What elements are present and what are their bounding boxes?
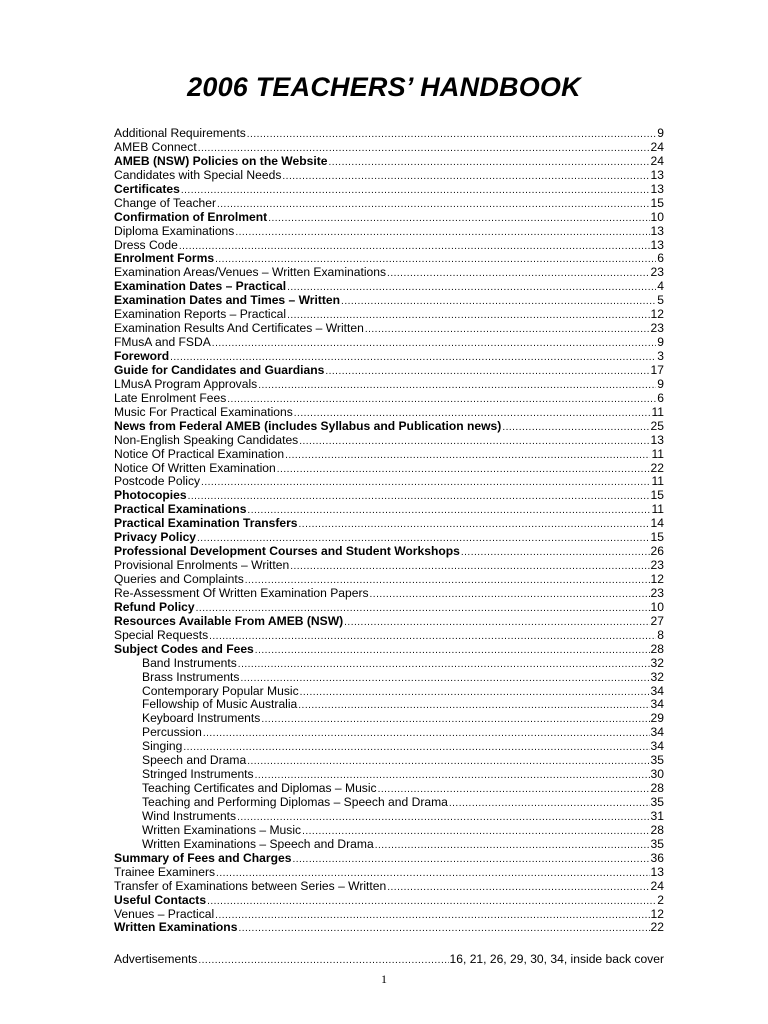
toc-entry-page: 13 [650,238,664,252]
toc-entry-title: Music For Practical Examinations [114,405,293,419]
toc-entry [114,127,664,141]
toc-entry [114,322,664,336]
toc-subentry [114,671,664,685]
toc-entry [114,420,664,434]
toc-entry [114,392,664,406]
toc-entry-title: AMEB (NSW) Policies on the Website [114,154,328,168]
toc-entry-page: 13 [650,182,664,196]
toc-entry [114,489,664,503]
toc-entry-title: Examination Areas/Venues – Written Examinations [114,266,387,280]
dot-leader [387,881,649,894]
dot-leader [196,602,650,615]
toc-entry [114,448,664,462]
dot-leader [215,909,649,922]
toc-entry-title: Certificates [114,182,180,196]
toc-entry [114,197,664,211]
toc-entry-page: 12 [650,573,664,586]
toc-entry [114,462,664,476]
toc-entry-title: Practical Examination Transfers [114,517,298,531]
toc-subentry [114,657,664,671]
toc-entry [114,545,664,559]
toc-entry-page: 24 [650,879,664,893]
dot-leader [198,954,448,967]
toc-subentry [114,796,664,810]
toc-entry [114,406,664,420]
toc-entry-title: Professional Development Courses and Student Workshops [114,545,460,559]
dot-leader [298,699,649,712]
toc-entry-page: 32 [650,670,664,684]
toc-entry [114,239,664,253]
dot-leader [238,658,650,671]
dot-leader [300,686,650,699]
dot-leader [344,616,649,629]
toc-entry-title: Keyboard Instruments [142,712,261,726]
toc-entry-page: 32 [650,656,664,670]
toc-entry-title: Postcode Policy [114,475,201,489]
toc-entry-page: 34 [650,684,664,698]
toc-entry-title: Written Examinations [114,921,238,935]
toc-entry [114,573,664,587]
toc-entry [114,169,664,183]
toc-entry [114,308,664,322]
toc-entry [114,364,664,378]
toc-entry [114,266,664,280]
toc-entry-title: Additional Requirements [114,127,246,140]
toc-entry-page: 28 [650,823,664,837]
toc-entry-title: Summary of Fees and Charges [114,851,292,865]
toc-entry-title: Privacy Policy [114,531,197,545]
toc-subentry [114,782,664,796]
dot-leader [216,867,650,880]
toc-entry-page: 31 [650,809,664,823]
toc-entry [114,894,664,908]
toc-entry-page: 11 [651,447,664,461]
toc-entry-title: FMusA and FSDA [114,336,211,350]
toc-entry-page: 9 [657,336,664,350]
dot-leader [181,184,650,197]
toc-entry-title: Diploma Examinations [114,224,235,238]
toc-entry-page: 26 [650,545,664,559]
toc-entry [114,336,664,350]
toc-entry-title: Teaching and Performing Diplomas – Speech and Drama [142,796,448,809]
dot-leader [341,295,656,308]
toc-entry-title: AMEB Connect [114,140,197,154]
dot-leader [299,435,649,448]
toc-entry-pages: 16, 21, 26, 29, 30, 34, inside back cover [449,953,664,966]
dot-leader [188,490,650,503]
dot-leader [461,546,650,559]
dot-leader [277,463,650,476]
toc-entry [114,503,664,517]
dot-leader [255,769,650,782]
toc-entry [114,475,664,489]
dot-leader [299,518,650,531]
toc-entry [114,350,664,364]
dot-leader [378,783,650,796]
toc-subentry [114,824,664,838]
dot-leader [227,393,656,406]
dot-leader [285,449,650,462]
toc-entry-page: 13 [650,865,664,879]
toc-entry [114,141,664,155]
toc-entry-title: Examination Reports – Practical [114,308,287,322]
toc-entry-page: 22 [650,461,664,475]
toc-entry-page: 2 [657,893,664,907]
toc-entry-title: LMusA Program Approvals [114,377,258,391]
dot-leader [375,839,650,852]
toc-entry-title: Teaching Certificates and Diplomas – Music [142,782,377,796]
toc-entry-page: 12 [650,308,664,322]
toc-entry [114,587,664,601]
toc-entry-title: Examination Dates and Times – Written [114,294,341,308]
dot-leader [207,895,656,908]
toc-entry-page: 5 [657,294,664,308]
dot-leader [201,476,650,489]
toc-entry [114,615,664,629]
toc-entry [114,531,664,545]
toc-entry-page: 9 [657,127,664,140]
toc-entry-page: 13 [650,224,664,238]
dot-leader [203,727,650,740]
toc-entry-title: Percussion [142,726,202,740]
dot-leader [287,281,656,294]
toc-entry-title: Transfer of Examinations between Series – Written [114,879,387,893]
dot-leader [247,128,657,141]
dot-leader [292,853,649,866]
toc-entry-title: Practical Examinations [114,503,247,517]
toc-subentry [114,768,664,782]
toc-entry-title: Non-English Speaking Candidates [114,433,299,447]
toc-entry-title: Examination Dates – Practical [114,280,287,294]
dot-leader [258,379,656,392]
dot-leader [247,755,649,768]
toc-entry-page: 34 [650,740,664,754]
toc-entry-page: 35 [650,837,664,851]
toc-entry-page: 27 [650,614,664,628]
toc-entry [114,294,664,308]
toc-entry-page: 25 [650,419,664,433]
toc-entry-title: Singing [142,740,183,754]
toc-entry-page: 29 [650,712,664,726]
toc-entry-page: 24 [650,140,664,154]
toc-entry [114,643,664,657]
toc-entry-page: 30 [650,768,664,782]
toc-subentry [114,740,664,754]
toc-entry [114,866,664,880]
toc-entry-page: 6 [657,252,664,266]
toc-entry-page: 10 [650,210,664,224]
dot-leader [217,198,650,211]
toc-entry [114,601,664,615]
toc-entry-page: 14 [650,517,664,531]
dot-leader [235,226,649,239]
toc-entry-page: 23 [650,559,664,573]
toc-subentry [114,838,664,852]
toc-entry-page: 12 [650,907,664,921]
toc-subentry [114,726,664,740]
dot-leader [209,630,656,643]
toc-entry-page: 4 [657,280,664,294]
toc-entry [114,378,664,392]
toc-entry-page: 9 [657,377,664,391]
dot-leader [245,574,650,587]
toc-entry-page: 28 [650,642,664,656]
toc-entry-page: 13 [650,433,664,447]
toc-entry-page: 15 [650,196,664,210]
table-of-contents [114,127,664,935]
dot-leader [179,240,650,253]
toc-entry-title: Notice Of Practical Examination [114,447,285,461]
toc-entry-page: 17 [650,363,664,377]
toc-entry-page: 10 [650,600,664,614]
toc-entry [114,559,664,573]
dot-leader [328,156,649,169]
dot-leader [255,644,650,657]
dot-leader [212,337,656,350]
toc-subentry [114,685,664,699]
dot-leader [215,253,656,266]
toc-entry-title: Confirmation of Enrolment [114,210,268,224]
dot-leader [287,309,649,322]
dot-leader [365,323,650,336]
toc-entry-page: 15 [650,531,664,545]
toc-entry-title: Fellowship of Music Australia [142,698,298,712]
dot-leader [247,504,650,517]
dot-leader [302,825,649,838]
dot-leader [183,741,649,754]
dot-leader [240,672,649,685]
toc-entry [114,852,664,866]
toc-entry-title: Band Instruments [142,656,237,670]
toc-entry-page: 23 [650,266,664,280]
toc-entry-title: Candidates with Special Needs [114,168,282,182]
dot-leader [170,351,656,364]
toc-entry-title: Stringed Instruments [142,768,254,782]
dot-leader [238,922,649,935]
toc-entry-title: Useful Contacts [114,893,207,907]
toc-entry-title: Foreword [114,350,170,363]
dot-leader [502,421,649,434]
toc-subentry [114,754,664,768]
toc-entry [114,252,664,266]
toc-entry-page: 3 [657,350,664,363]
dot-leader [261,713,649,726]
toc-entry-title: Written Examinations – Speech and Drama [142,837,374,851]
toc-entry-title: Re-Assessment Of Written Examination Papers [114,586,369,600]
toc-entry-page: 28 [650,782,664,796]
toc-entry-title: Written Examinations – Music [142,823,302,837]
toc-entry-title: Trainee Examiners [114,865,216,879]
toc-entry-page: 15 [650,489,664,503]
dot-leader [449,797,650,810]
toc-entry-title: Photocopies [114,489,187,503]
page-title: 2006 TEACHERS’ HANDBOOK [187,72,581,102]
toc-subentry [114,712,664,726]
toc-entry-page: 8 [657,628,664,642]
toc-entry-title: Change of Teacher [114,196,216,210]
toc-entry-title: Brass Instruments [142,670,240,684]
toc-entry-title: Provisional Enrolments – Written [114,559,290,573]
toc-entry-title: Notice Of Written Examination [114,461,276,475]
toc-entry-page: 35 [650,796,664,809]
toc-entry [114,908,664,922]
toc-entry-title: News from Federal AMEB (includes Syllabus and Publication news) [114,419,502,433]
toc-entry-page: 36 [650,851,664,865]
toc-entry-title: Resources Available From AMEB (NSW) [114,614,344,628]
toc-entry-page: 11 [651,475,664,489]
page-number: 1 [381,972,387,986]
toc-entry-page: 11 [651,503,664,517]
toc-entry-title: Speech and Drama [142,754,247,768]
toc-entry-title: Contemporary Popular Music [142,684,299,698]
toc-entry [114,434,664,448]
toc-entry-page: 11 [651,405,664,419]
dot-leader [325,365,649,378]
dot-leader [370,588,650,601]
toc-entry-title: Late Enrolment Fees [114,391,227,405]
dot-leader [268,212,649,225]
toc-entry-title: Subject Codes and Fees [114,642,254,656]
toc-entry [114,280,664,294]
toc-entry-page: 6 [657,391,664,405]
toc-entry-advertisements [114,953,664,967]
toc-entry-page: 35 [650,754,664,768]
dot-leader [282,170,649,183]
dot-leader [198,142,650,155]
toc-entry [114,880,664,894]
toc-entry [114,629,664,643]
dot-leader [197,532,650,545]
toc-entry-title: Venues – Practical [114,907,215,921]
dot-leader [290,560,649,573]
toc-entry-title: Refund Policy [114,600,195,614]
toc-entry-page: 23 [650,322,664,336]
toc-entry-page: 34 [650,698,664,712]
toc-entry [114,183,664,197]
toc-entry-title: Advertisements [114,953,198,966]
toc-entry-title: Queries and Complaints [114,573,244,586]
toc-subentry [114,698,664,712]
toc-entry [114,225,664,239]
toc-entry-page: 23 [650,586,664,600]
dot-leader [387,267,650,280]
toc-entry-title: Guide for Candidates and Guardians [114,363,325,377]
toc-entry [114,155,664,169]
toc-entry [114,517,664,531]
dot-leader [294,407,651,420]
dot-leader [237,811,649,824]
toc-entry [114,921,664,935]
toc-subentry [114,810,664,824]
toc-entry-title: Dress Code [114,238,178,252]
toc-entry-title: Enrolment Forms [114,252,215,266]
toc-entry-page: 22 [650,921,664,935]
toc-entry-page: 34 [650,726,664,740]
toc-entry [114,211,664,225]
toc-entry-page: 24 [650,154,664,168]
toc-entry-page: 13 [650,168,664,182]
toc-entry-title: Special Requests [114,628,209,642]
toc-entry-title: Wind Instruments [142,809,237,823]
toc-entry-title: Examination Results And Certificates – Written [114,322,364,336]
